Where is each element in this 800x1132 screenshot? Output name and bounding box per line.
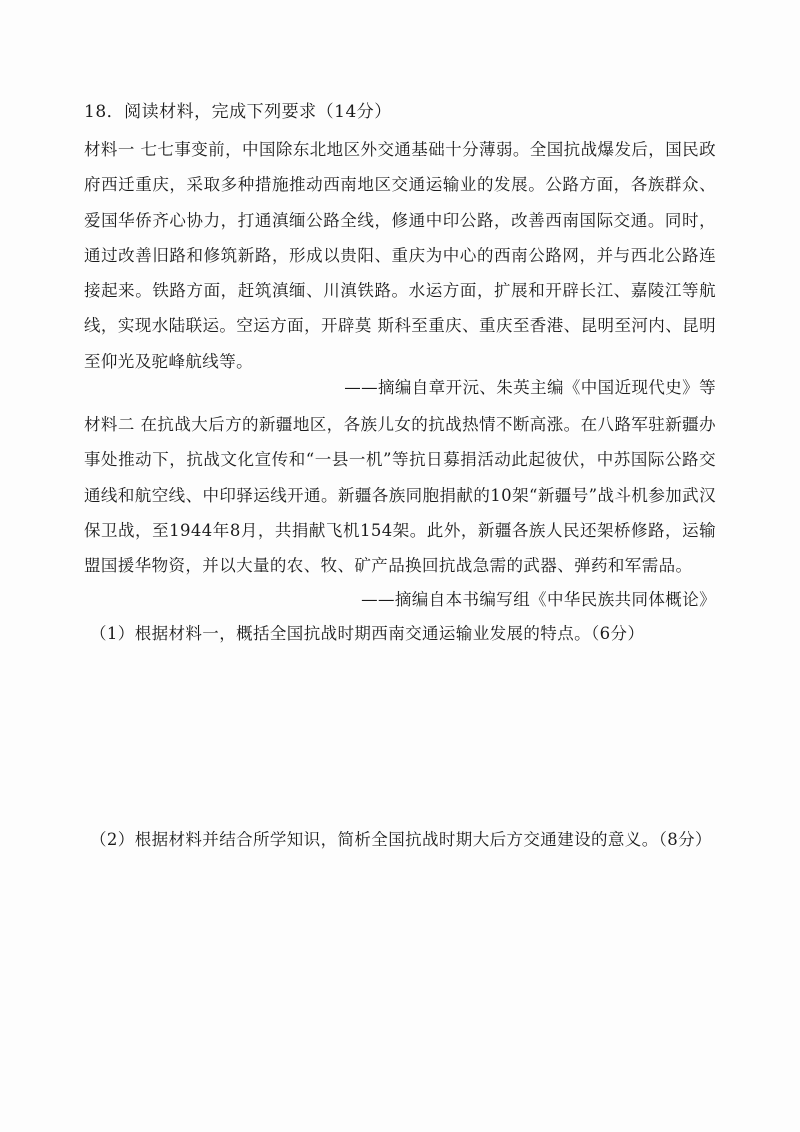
sub-question-2: （2）根据材料并结合所学知识，简析全国抗战时期大后方交通建设的意义。（8分） <box>90 830 712 849</box>
material-1-text: 材料一 七七事变前，中国除东北地区外交通基础十分薄弱。全国抗战爆发后，国民政府西迁重庆，采取多种措施推动西南地区交通运输业的发展。公路方面，各族群众、爱国华侨齐心协力，打通滇缅公路全线，修通中印公路，改善西南国际交通。同时，通过改善旧路和修筑新路，形成以贵阳、重庆为中心的西南公路网，并与西北公路连接起来。铁路方面，赶筑滇缅、川滇铁路。水运方面，扩展和开辟长江、嘉陵江等航线，实现水陆联运。空运方面，开辟莫 斯科至重庆、重庆至香港、昆明至河内、昆明至仰光及驼峰航线等。 <box>84 140 716 371</box>
material-1-source: ——摘编自章开沅、朱英主编《中国近现代史》等 <box>344 378 716 397</box>
answer-space-2 <box>84 858 716 1098</box>
sub-question-1: （1）根据材料一，概括全国抗战时期西南交通运输业发展的特点。（6分） <box>90 624 645 643</box>
question-title: 18．阅读材料，完成下列要求（14分） <box>84 102 392 122</box>
material-2-source: ——摘编自本书编写组《中华民族共同体概论》 <box>361 590 716 609</box>
material-2-text: 材料二 在抗战大后方的新疆地区，各族儿女的抗战热情不断高涨。在八路军驻新疆办事处推动下，抗战文化宣传和“一县一机”等抗日募捐活动此起彼伏，中苏国际公路交通线和航空线、中印驿运线开通。新疆各族同胞捐献的10架“新疆号”战斗机参加武汉保卫战，至1944年8月，共捐献飞机154架。此外，新疆各族人民还架桥修路，运输盟国援华物资，并以大量的农、牧、矿产品换回抗战急需的武器、弹药和军需品。 <box>84 415 716 576</box>
answer-space-1 <box>84 652 716 822</box>
